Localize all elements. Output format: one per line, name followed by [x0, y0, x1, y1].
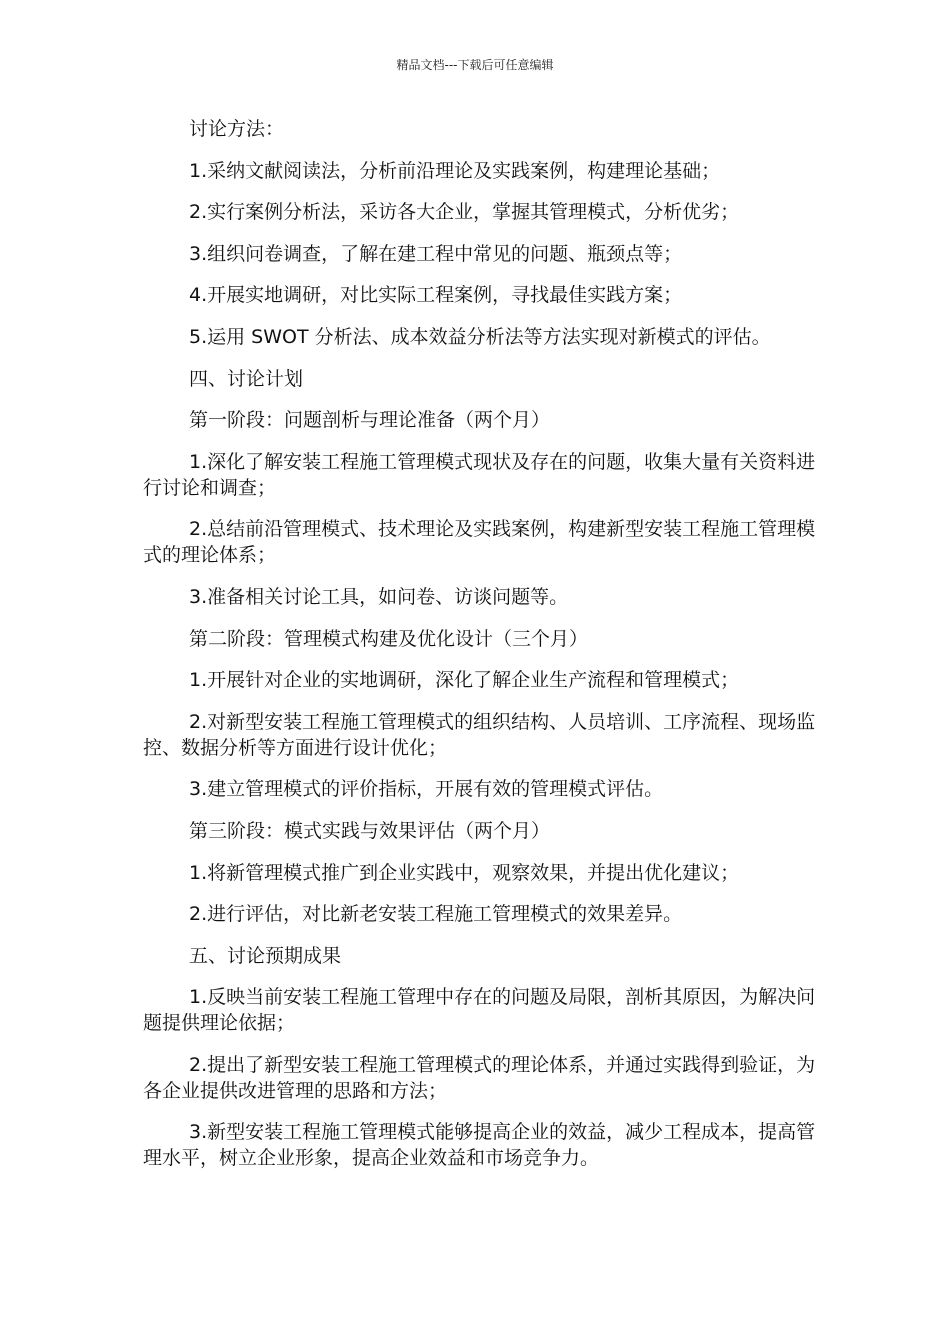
- stage-3-item-2: 2.进行评估，对比新老安装工程施工管理模式的效果差异。: [189, 903, 683, 926]
- section-heading-outcomes: 五、讨论预期成果: [189, 944, 342, 967]
- method-item-4: 4.开展实地调研，对比实际工程案例，寻找最佳实践方案；: [189, 284, 683, 307]
- section-heading-methods: 讨论方法：: [189, 118, 285, 140]
- method-item-5: 5.运用 SWOT 分析法、成本效益分析法等方法实现对新模式的评估。: [189, 325, 771, 348]
- stage-2-item-2: 2.对新型安装工程施工管理模式的组织结构、人员培训、工序流程、现场监控、数据分析等方面进行设计优化；: [143, 710, 816, 759]
- stage-1-item-1: 1.深化了解安装工程施工管理模式现状及存在的问题，收集大量有关资料进行讨论和调查；: [143, 450, 816, 499]
- method-item-3: 3.组织问卷调查，了解在建工程中常见的问题、瓶颈点等；: [189, 242, 683, 265]
- outcome-item-1: 1.反映当前安装工程施工管理中存在的问题及局限，剖析其原因，为解决问题提供理论依据；: [143, 986, 816, 1035]
- stage-1-item-3: 3.准备相关讨论工具，如问卷、访谈问题等。: [189, 585, 569, 608]
- outcome-item-2: 2.提出了新型安装工程施工管理模式的理论体系，并通过实践得到验证，为各企业提供改进管理的思路和方法；: [143, 1053, 816, 1102]
- stage-1-item-2: 2.总结前沿管理模式、技术理论及实践案例，构建新型安装工程施工管理模式的理论体系；: [143, 518, 816, 567]
- stage-2-item-3: 3.建立管理模式的评价指标，开展有效的管理模式评估。: [189, 778, 664, 801]
- stage-1-heading: 第一阶段：问题剖析与理论准备（两个月）: [189, 409, 551, 432]
- stage-3-heading: 第三阶段：模式实践与效果评估（两个月）: [189, 819, 551, 842]
- method-item-2: 2.实行案例分析法，采访各大企业，掌握其管理模式，分析优劣；: [189, 201, 740, 224]
- document-body: [143, 116, 818, 1187]
- stage-2-heading: 第二阶段：管理模式构建及优化设计（三个月）: [189, 627, 589, 650]
- stage-2-item-1: 1.开展针对企业的实地调研，深化了解企业生产流程和管理模式；: [189, 669, 740, 692]
- section-heading-plan: 四、讨论计划: [189, 367, 304, 390]
- outcome-item-3: 3.新型安装工程施工管理模式能够提高企业的效益，减少工程成本，提高管理水平，树立企业形象，提高企业效益和市场竞争力。: [143, 1121, 816, 1170]
- stage-3-item-1: 1.将新管理模式推广到企业实践中，观察效果，并提出优化建议；: [189, 861, 740, 884]
- page-header: 精品文档---下载后可任意编辑: [396, 58, 554, 72]
- method-item-1: 1.采纳文献阅读法，分析前沿理论及实践案例，构建理论基础；: [189, 159, 721, 182]
